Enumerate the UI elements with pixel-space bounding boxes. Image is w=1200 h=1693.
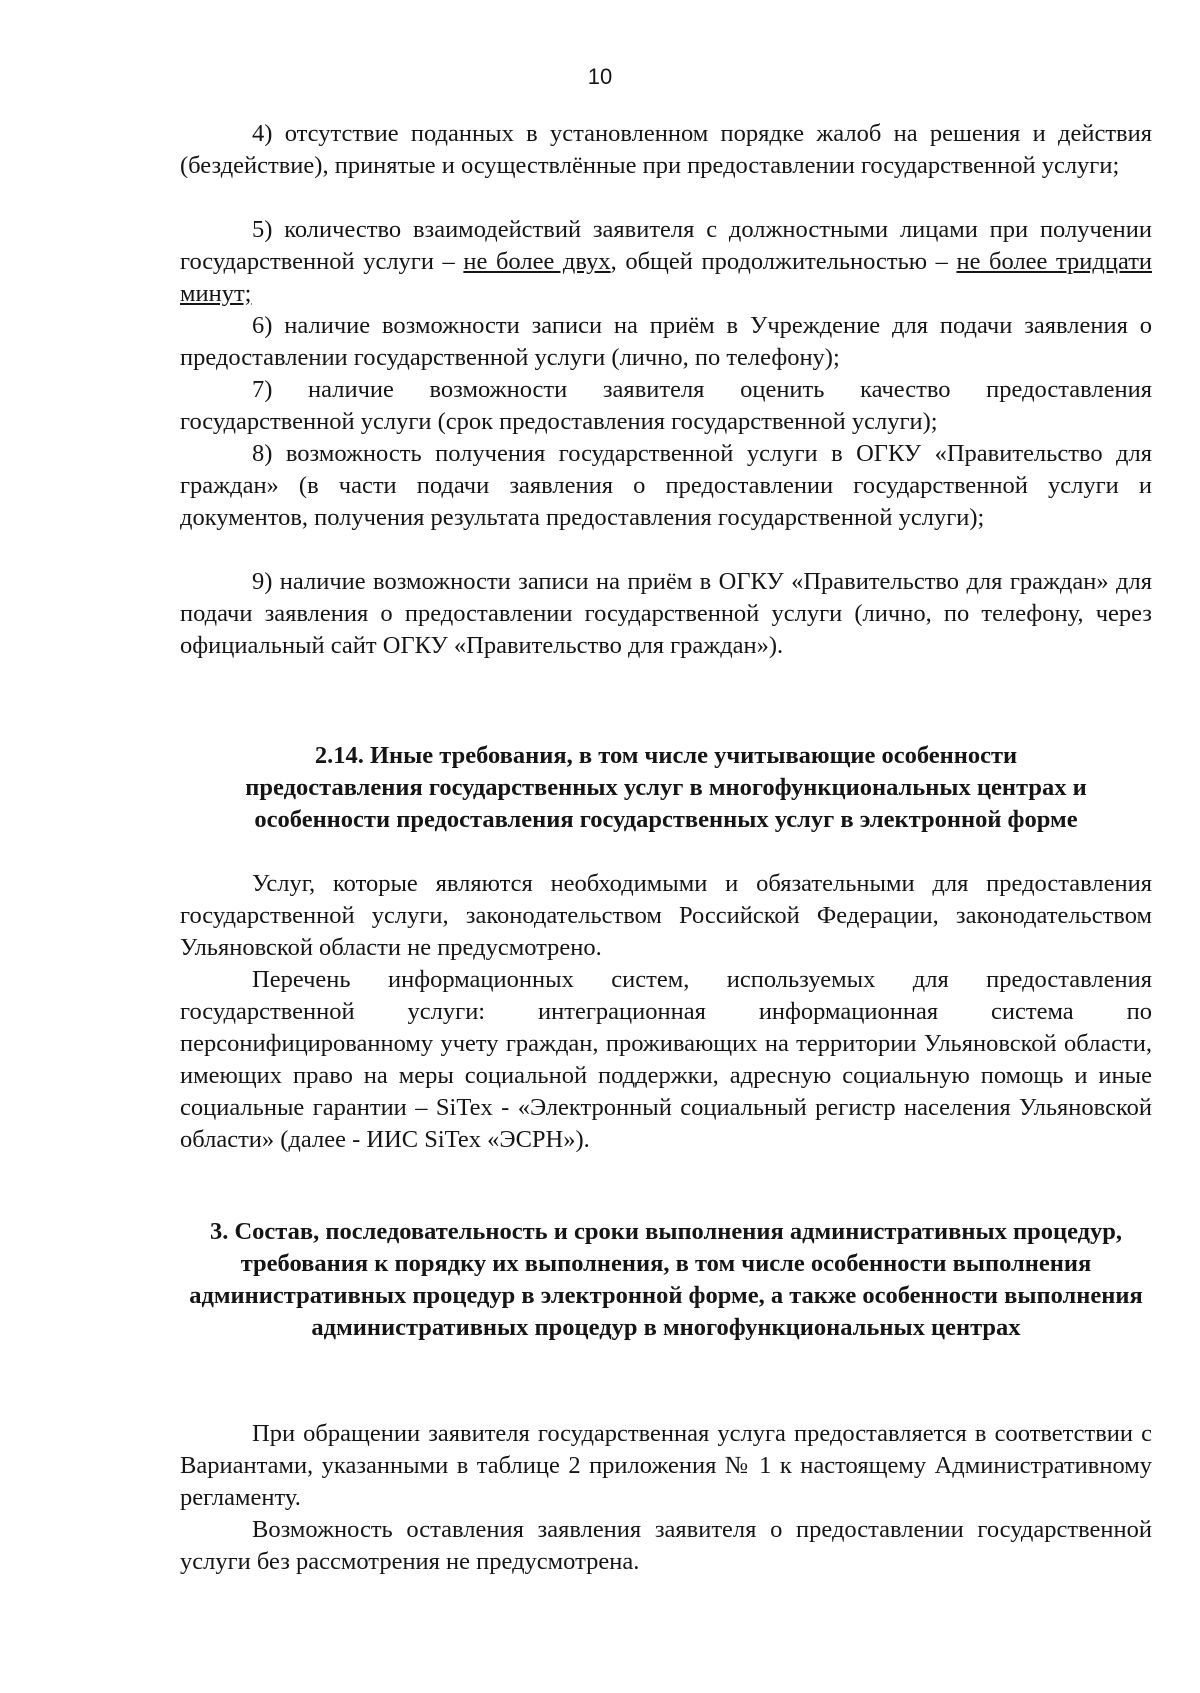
item-5-underlined-duration: не более тридцати минут;: [180, 248, 1153, 307]
list-item-7: 7) наличие возможности заявителя оценить качество предоставления государственной услуги (срок предоставления государственной услуги);: [180, 376, 1152, 435]
section-3-heading: 3. Состав, последовательность и сроки выполнения административных процедур, требования к порядку их выполнения, в том числе особенности выполнения административных процедур в электронной форме, а также особенности выполнения административных процедур в многофункциональных центрах: [189, 1218, 1143, 1341]
section-2-14-paragraph-1: Услуг, которые являются необходимыми и обязательными для предоставления государственной услуги, законодательством Российской Федерации, законодательством Ульяновской области не предусмотрено.: [180, 870, 1152, 961]
section-3-paragraph-2: Возможность оставления заявления заявителя о предоставлении государственной услуги без рассмотрения не предусмотрена.: [180, 1516, 1152, 1575]
item-5-underlined-count: не более двух: [463, 248, 611, 275]
list-item-9: 9) наличие возможности записи на приём в ОГКУ «Правительство для граждан» для подачи заявления о предоставлении государственной услуги (лично, по телефону, через официальный сайт ОГКУ «Правительство для граждан»).: [180, 568, 1152, 659]
item-5-text-middle: , общей продолжительностью –: [610, 248, 957, 275]
list-item-4: 4) отсутствие поданных в установленном порядке жалоб на решения и действия (бездействие), принятые и осуществлённые при предоставлении государственной услуги;: [180, 120, 1152, 179]
list-item-5: [180, 214, 1152, 310]
item-5-text-start: 5) количество взаимодействий заявителя с должностными лицами при получении государственной услуги –: [180, 216, 1152, 275]
list-item-8: 8) возможность получения государственной услуги в ОГКУ «Правительство для граждан» (в части подачи заявления о предоставлении государственной услуги и документов, получения результата предоставления государственной услуги);: [180, 440, 1152, 531]
page-number: 10: [587, 64, 613, 89]
section-3-paragraph-1: При обращении заявителя государственная услуга предоставляется в соответствии с Вариантами, указанными в таблице 2 приложения № 1 к настоящему Административному регламенту.: [180, 1420, 1152, 1511]
list-item-6: 6) наличие возможности записи на приём в Учреждение для подачи заявления о предоставлении государственной услуги (лично, по телефону);: [180, 312, 1152, 371]
section-2-14-heading: 2.14. Иные требования, в том числе учитывающие особенности предоставления государственных услуг в многофункциональных центрах и особенности предоставления государственных услуг в электронной форме: [245, 742, 1087, 833]
section-2-14-paragraph-2: Перечень информационных систем, используемых для предоставления государственной услуги: интеграционная информационная система по персонифицированному учету граждан, проживающих на территории Ульяновской области, имеющих право на меры социальной поддержки, адресную социальную помощь и иные социальные гарантии – SiTex - «Электронный социальный регистр населения Ульяновской области» (далее - ИИС SiTex «ЭСРН»).: [180, 966, 1152, 1153]
